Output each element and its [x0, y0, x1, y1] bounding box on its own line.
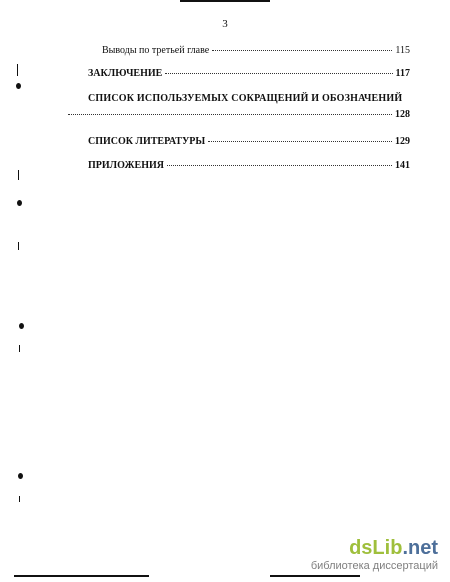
toc-entry-page: 129	[395, 136, 410, 147]
scan-artifact-dot	[19, 323, 24, 329]
toc-entry-conclusion	[88, 68, 410, 79]
toc-entry-abbreviations-label: СПИСОК ИСПОЛЬЗУЕМЫХ СОКРАЩЕНИЙ И ОБОЗНАЧЕНИЙ	[88, 93, 403, 104]
toc-entry-label: ЗАКЛЮЧЕНИЕ	[88, 68, 163, 79]
scan-artifact-mark	[17, 64, 18, 76]
scan-artifact-mark	[19, 345, 20, 352]
toc-entry-page: 128	[395, 109, 410, 120]
scan-artifact-dot	[16, 83, 21, 89]
dot-leader	[208, 141, 392, 142]
dot-leader	[68, 114, 392, 115]
dot-leader	[167, 165, 392, 166]
toc-entry-references	[88, 136, 410, 147]
watermark-logo	[311, 538, 438, 558]
toc-entry-label: ПРИЛОЖЕНИЯ	[88, 160, 164, 171]
scan-artifact-mark	[18, 170, 19, 180]
page-number: 3	[222, 18, 228, 30]
toc-entry-label: СПИСОК ЛИТЕРАТУРЫ	[88, 136, 206, 147]
scan-artifact-bottom-edge	[270, 575, 360, 577]
toc-entry-page: 115	[395, 45, 410, 56]
toc-entry-page: 141	[395, 160, 410, 171]
watermark	[311, 538, 438, 572]
watermark-logo-accent: .net	[402, 537, 438, 559]
scan-artifact-bottom-edge	[14, 575, 149, 577]
toc-entry-appendices	[88, 160, 410, 171]
scan-artifact-dot	[18, 473, 23, 479]
watermark-subtitle: библиотека диссертаций	[310, 560, 438, 572]
toc-entry-page: 117	[395, 68, 410, 79]
scan-artifact-mark	[19, 496, 20, 502]
watermark-logo-main: dsLib	[349, 537, 403, 559]
scan-artifact-dot	[17, 200, 22, 206]
toc-entry-label: Выводы по третьей главе	[102, 45, 210, 56]
scan-artifact-mark	[18, 242, 19, 250]
toc-entry-conclusions-chapter-3	[102, 45, 410, 56]
dot-leader	[212, 50, 392, 51]
toc-entry-abbreviations	[68, 109, 410, 120]
scan-artifact-top-edge	[180, 0, 270, 2]
dot-leader	[165, 73, 392, 74]
